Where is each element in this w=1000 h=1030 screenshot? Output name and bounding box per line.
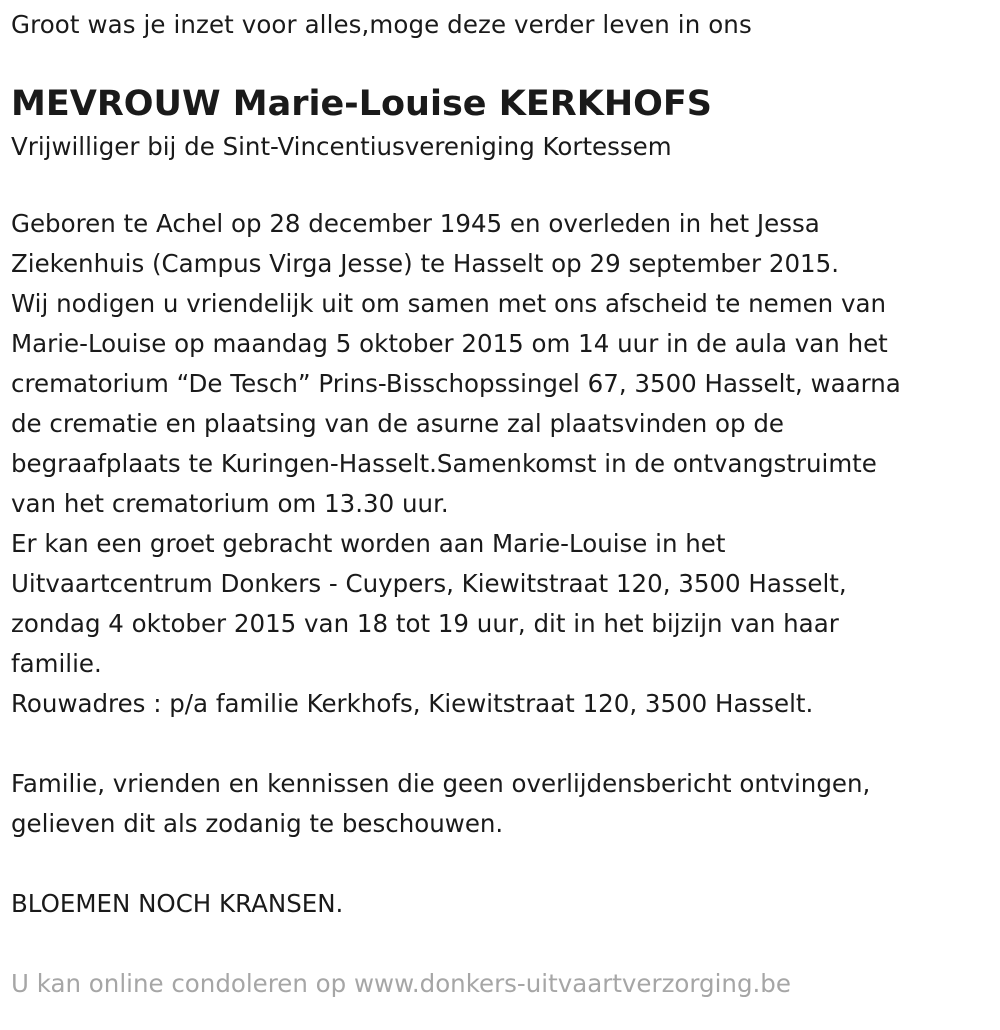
flowers-notice: BLOEMEN NOCH KRANSEN. — [11, 889, 344, 918]
announcement-line: Marie-Louise op maandag 5 oktober 2015 om 14 uur in de aula van het — [11, 329, 888, 358]
announcement-line: familie. — [11, 649, 102, 678]
notice-line: Familie, vrienden en kennissen die geen overlijdensbericht ontvingen, — [11, 769, 871, 798]
announcement-line: de crematie en plaatsing van de asurne zal plaatsvinden op de — [11, 409, 784, 438]
announcement-line: Wij nodigen u vriendelijk uit om samen met ons afscheid te nemen van — [11, 289, 887, 318]
announcement-line: van het crematorium om 13.30 uur. — [11, 489, 449, 518]
motto: Groot was je inzet voor alles,moge deze verder leven in ons — [11, 10, 752, 39]
announcement-paragraph — [11, 204, 990, 724]
announcement-line: Geboren te Achel op 28 december 1945 en overleden in het Jessa — [11, 209, 820, 238]
announcement-line: Er kan een groet gebracht worden aan Marie-Louise in het — [11, 529, 726, 558]
notice-line: gelieven dit als zodanig te beschouwen. — [11, 809, 504, 838]
online-condolence-text: U kan online condoleren op www.donkers-uitvaartverzorging.be — [11, 969, 791, 998]
deceased-role: Vrijwilliger bij de Sint-Vincentiusvereniging Kortessem — [11, 132, 672, 161]
announcement-line: zondag 4 oktober 2015 van 18 tot 19 uur, dit in het bijzijn van haar — [11, 609, 839, 638]
announcement-line: Ziekenhuis (Campus Virga Jesse) te Hasselt op 29 september 2015. — [11, 249, 839, 278]
announcement-line: Uitvaartcentrum Donkers - Cuypers, Kiewitstraat 120, 3500 Hasselt, — [11, 569, 847, 598]
deceased-name: MEVROUW Marie-Louise KERKHOFS — [11, 84, 712, 124]
announcement-line: begraafplaats te Kuringen-Hasselt.Samenkomst in de ontvangstruimte — [11, 449, 877, 478]
announcement-line: Rouwadres : p/a familie Kerkhofs, Kiewitstraat 120, 3500 Hasselt. — [11, 689, 814, 718]
announcement-line: crematorium “De Tesch” Prins-Bisschopssingel 67, 3500 Hasselt, waarna — [11, 369, 901, 398]
notice-paragraph — [11, 764, 990, 844]
